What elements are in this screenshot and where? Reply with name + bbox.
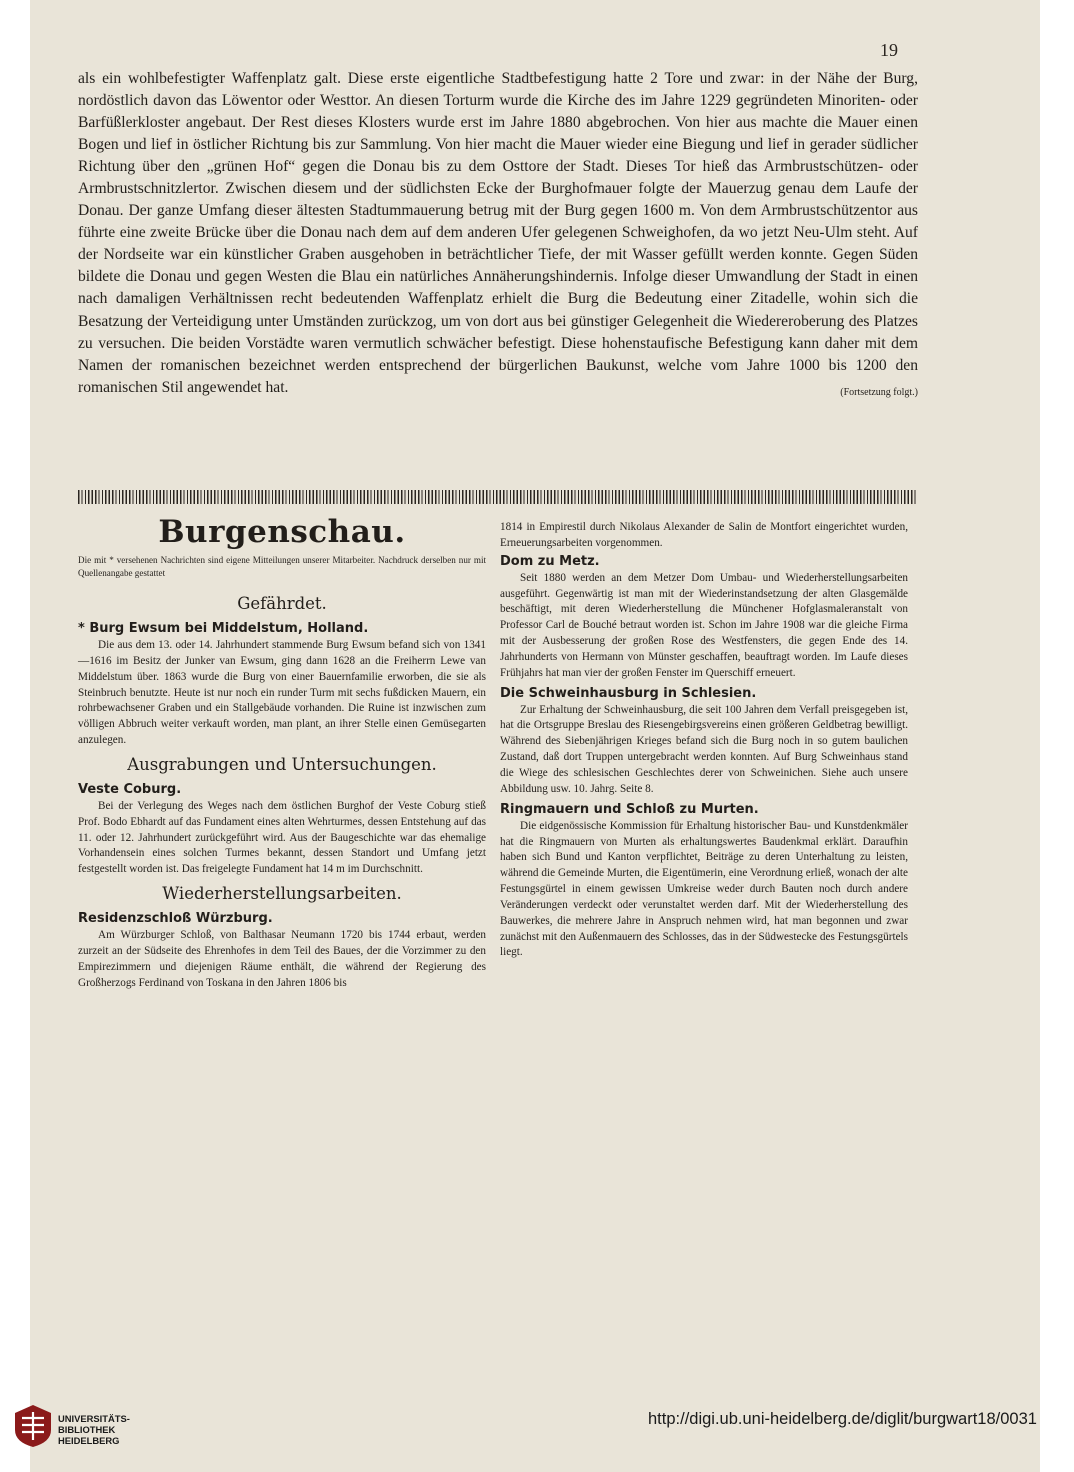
section-heading-restoration: Wiederherstellungsarbeiten. xyxy=(162,884,402,904)
article-text-wuerzburg-cont: 1814 in Empirestil durch Nikolaus Alexander de Salin de Montfort eingerichtet wurden, Erneuerungsarbeiten vorgenommen. xyxy=(500,521,908,549)
article-text-ewsum: Die aus dem 13. oder 14. Jahrhundert stammende Burg Ewsum befand sich von 1341—1616 im Besitz der Junker van Ewsum, ging dann 1628 an die Freiherrn Lewe van Middelstum über. 1863 wurde die Burg von einer Bauernfamilie erworben, die sie als Steinbruch benutzte. Heute ist nur noch ein runder Turm mit sechs fußdicken Mauern, ein rohrbewachsener Graben und ein Stallgebäude vorhanden. Die Ruine ist inzwischen zum völligen Abbruch weiter verkauft worden, man plant, an ihrer Stelle einen Gemüsegarten anzulegen. xyxy=(78,639,486,747)
section-heading-endangered: Gefährdet. xyxy=(237,594,327,613)
university-library-logo-icon xyxy=(14,1404,52,1448)
page-number: 19 xyxy=(880,40,898,60)
article-text-murten: Die eidgenössische Kommission für Erhaltung historischer Bau- und Kunstdenkmäler hat die Ringmauern von Murten als erhaltungswertes Baudenkmal erklärt. Daraufhin haben sich Bund und Kanton verpflichtet, Beiträge zu deren Unterhaltung zu leisten, während die Gemeinde Murten, die Eigentümerin, eine Verordnung erließ, wonach der alte Festungsgürtel in einem gewissen Umkreise weder durch Bauten noch durch andere Veränderungen verdeckt oder verunstaltet werden darf. Mit der Wiederherstellung des Bauwerkes, die mehrere Jahre in Anspruch nehmen wird, hat man begonnen und zwar zunächst mit den Außenmauern des Schlosses, das in der Südwestecke des Festungsgürtels liegt. xyxy=(500,819,908,959)
article-title-coburg: Veste Coburg. xyxy=(78,781,182,797)
source-url-link[interactable]: http://digi.ub.uni-heidelberg.de/diglit/burgwart18/0031 xyxy=(648,1410,1037,1428)
article-title-wuerzburg: Residenzschloß Würzburg. xyxy=(78,911,273,927)
article-text-schweinhausburg: Zur Erhaltung der Schweinhausburg, die seit 100 Jahren dem Verfall preisgegeben ist, hat die Ortsgruppe Breslau des Riesengebirgsvereins einen größeren Geldbetrag bewilligt. Während des Siebenjährigen Krieges befand sich die Burg noch in so gutem baulichen Zustand, daß dort Truppen untergebracht werden konnten. Auf Burg Schweinhaus stand die Wiege des schlesischen Geschlechtes derer von Schweinichen. Siehe auch unsere Abbildung usw. 10. Jahrg. Seite 8. xyxy=(500,703,908,795)
right-column xyxy=(500,520,908,961)
article-text-coburg: Bei der Verlegung des Weges nach dem östlichen Burghof der Veste Coburg stieß Prof. Bodo Ebhardt auf das Fundament eines alten Wehrturmes, dessen Entstehung auf das 11. oder 12. Jahrhundert zurückgeführt wird. Aus der Baugeschichte war das ehemalige Vorhandensein eines solchen Turmes bekannt, dessen Standort und Umfang jetzt festgestellt worden ist. Das freigelegte Fundament hat 14 m im Durchschnitt. xyxy=(78,799,486,876)
continuation-note: (Fortsetzung folgt.) xyxy=(840,386,918,398)
article-title-murten: Ringmauern und Schloß zu Murten. xyxy=(500,801,759,817)
article-text-wuerzburg: Am Würzburger Schloß, von Balthasar Neumann 1720 bis 1744 erbaut, werden zurzeit an der Südseite des Ehrenhofes in dem Teil des Baues, der die Vorzimmer zu den Empirezimmern und diejenigen Räume enthält, die während der Regierung des Großherzogs Ferdinand von Toskana in den Jahren 1806 bis xyxy=(78,929,486,989)
article-text-metz: Seit 1880 werden an dem Metzer Dom Umbau- und Wiederherstellungsarbeiten ausgeführt. Gegenwärtig ist man mit der Wiederinstandsetzung der alten Glasgemälde beschäftigt, mit deren Wiederherstellung die Münchener Hofglasmaleranstalt von Professor Carl de Bouché betraut worden ist. Schon im Jahre 1908 war die gleiche Firma mit der Ausbesserung der großen Rose des Westfensters, die gegen Ende des 14. Jahrhunderts von Hermann von Münster geschaffen, beauftragt worden. Im Laufe dieses Frühjahrs hat man vier der großen Fenster im Querschiff erneuert. xyxy=(500,571,908,679)
masthead-note: Die mit * versehenen Nachrichten sind eigene Mitteilungen unserer Mitarbeiter. Nachdruck derselben nur mit Quellenangabe gestattet xyxy=(78,555,486,578)
left-column xyxy=(78,512,486,992)
main-prose xyxy=(78,68,918,404)
article-title-schweinhausburg: Die Schweinhausburg in Schlesien. xyxy=(500,685,757,701)
article-title-metz: Dom zu Metz. xyxy=(500,553,600,569)
masthead-title: Burgenschau. xyxy=(158,514,406,550)
article-title-ewsum: * Burg Ewsum bei Middelstum, Holland. xyxy=(78,621,369,636)
prose-text: als ein wohlbefestigter Waffenplatz galt. Diese erste eigentliche Stadtbefestigung hatte 2 Tore und zwar: in der Nähe der Burg, nordöstlich davon das Löwentor oder Westtor. An diesen Torturm wurde die Kirche des im Jahre 1229 gegründeten Minoriten- oder Barfüßlerkloster angebaut. Der Rest dieses Klosters wurde erst im Jahre 1880 abgebrochen. Von hier aus machte die Mauer einen Bogen und lief in östlicher Richtung bis zur Sammlung. Von hier macht die Mauer wieder eine Biegung und lief in gerader südlicher Richtung über den „grünen Hof“ gegen die Donau bis zu dem Osttore der Stadt. Dieses Tor hieß das Armbrustschützen- oder Armbrustschnitzlertor. Zwischen diesem und der südlichsten Ecke der Burghofmauer folgte der Mauerzug genau dem Laufe der Donau. Der ganze Umfang dieser ältesten Stadtummauerung betrug mit der Burg gegen 1600 m. Von dem Armbrustschützentor aus führte eine zweite Brücke über die Donau nach dem auf dem anderen Ufer gelegenen Schweighofen, da wo jetzt Neu-Ulm steht. Auf der Nordseite war ein künstlicher Graben ausgehoben in beträchtlicher Tiefe, der mit Wasser gefüllt werden konnte. Gegen Süden bildete die Donau und gegen Westen die Blau ein natürliches Annäherungshindernis. Infolge dieser Umwandlung der Stadt in einen nach damaligen Verhältnissen recht bedeutenden Waffenplatz erhielt die Burg die Bedeutung einer Zitadelle, wohin sich die Besatzung der Verteidigung unter Umständen zurückzog, um von dort aus bei günstiger Gelegenheit die Wiedereroberung des Platzes zu versuchen. Die beiden Vorstädte waren vermutlich schwächer befestigt. Diese hohenstaufische Befestigung kann daher mit dem Namen der romanischen bezeichnet werden entsprechend der bürgerlichen Baukunst, welche vom Jahre 1000 bis 1200 den romanischen Stil angewendet hat. xyxy=(78,70,918,396)
library-name: UNIVERSITÄTS- BIBLIOTHEK HEIDELBERG xyxy=(58,1413,130,1446)
section-heading-excavations: Ausgrabungen und Untersuchungen. xyxy=(127,754,437,774)
ornamental-divider xyxy=(78,490,918,504)
